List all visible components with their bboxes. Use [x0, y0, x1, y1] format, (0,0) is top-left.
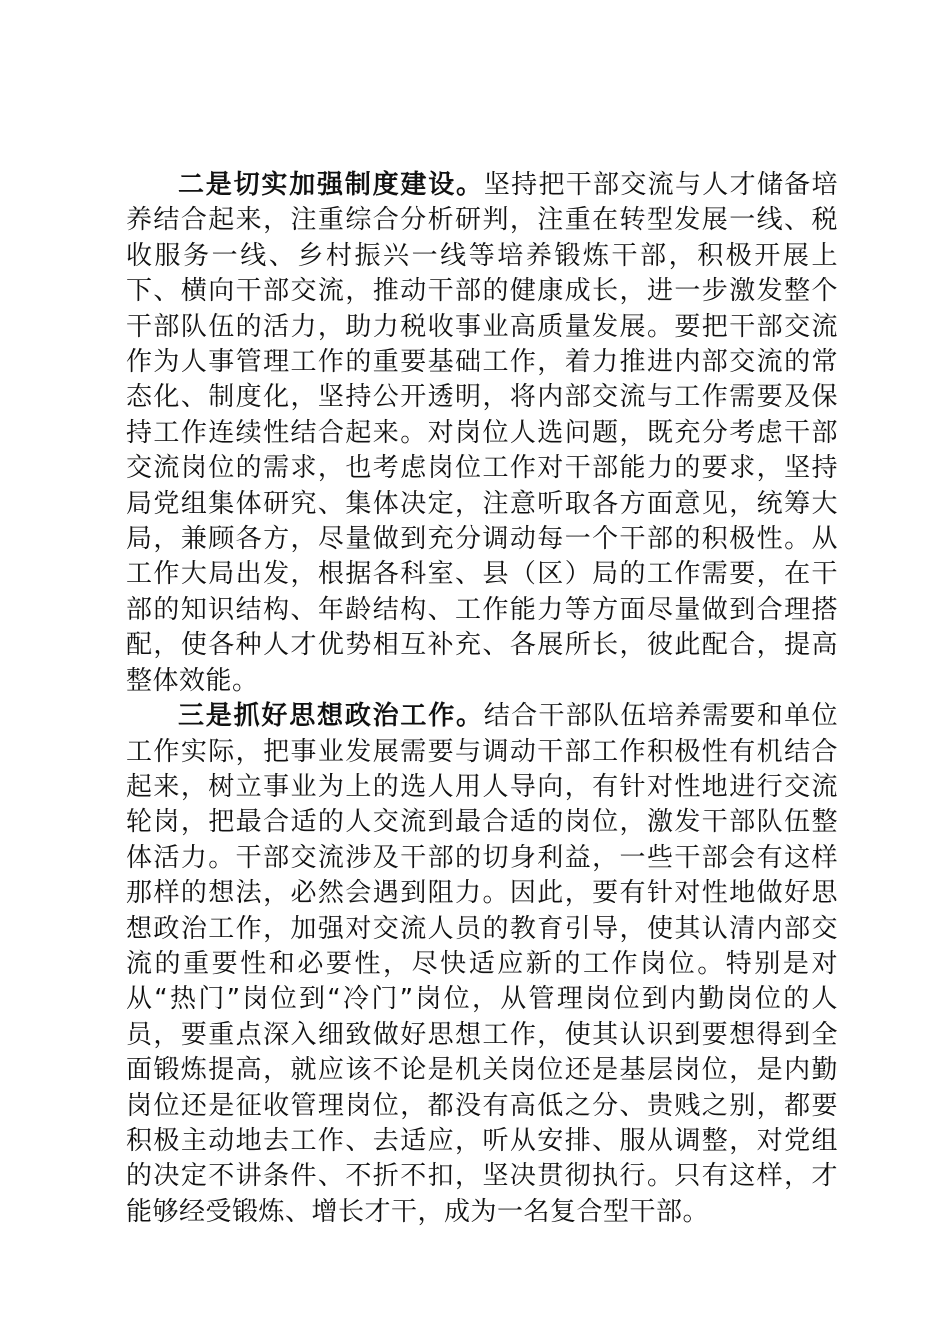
document-body	[126, 168, 838, 1230]
paragraph-lead: 二是切实加强制度建设。	[178, 170, 484, 200]
paragraph-lead: 三是抓好思想政治工作。	[178, 701, 484, 732]
paragraph-ideological-work	[126, 699, 838, 1230]
paragraph-institution-building	[126, 168, 838, 699]
paragraph-text: 坚持把干部交流与人才储备培养结合起来，注重综合分析研判，注重在转型发展一线、税收服务一线、乡村振兴一线等培养锻炼干部，积极开展上下、横向干部交流，推动干部的健康成长，进一步激发整个干部队伍的活力，助力税收事业高质量发展。要把干部交流作为人事管理工作的重要基础工作，着力推进内部交流的常态化、制度化，坚持公开透明，将内部交流与工作需要及保持工作连续性结合起来。对岗位人选问题，既充分考虑干部交流岗位的需求，也考虑岗位工作对干部能力的要求，坚持局党组集体研究、集体决定，注意听取各方面意见，统筹大局，兼顾各方，尽量做到充分调动每一个干部的积极性。从工作大局出发，根据各科室、县（区）局的工作需要，在干部的知识结构、年龄结构、工作能力等方面尽量做到合理搭配，使各种人才优势相互补充、各展所长，彼此配合，提高整体效能。	[126, 170, 838, 696]
paragraph-text: 结合干部队伍培养需要和单位工作实际，把事业发展需要与调动干部工作积极性有机结合起来，树立事业为上的选人用人导向，有针对性地进行交流轮岗，把最合适的人交流到最合适的岗位，激发干部队伍整体活力。干部交流涉及干部的切身利益，一些干部会有这样那样的想法，必然会遇到阻力。因此，要有针对性地做好思想政治工作，加强对交流人员的教育引导，使其认清内部交流的重要性和必要性，尽快适应新的工作岗位。特别是对从“热门”岗位到“冷门”岗位，从管理岗位到内勤岗位的人员，要重点深入细致做好思想工作，使其认识到要想得到全面锻炼提高，就应该不论是机关岗位还是基层岗位，是内勤岗位还是征收管理岗位，都没有高低之分、贵贱之别，都要积极主动地去工作、去适应，听从安排、服从调整，对党组的决定不讲条件、不折不扣，坚决贯彻执行。只有这样，才能够经受锻炼、增长才干，成为一名复合型干部。	[126, 701, 838, 1227]
